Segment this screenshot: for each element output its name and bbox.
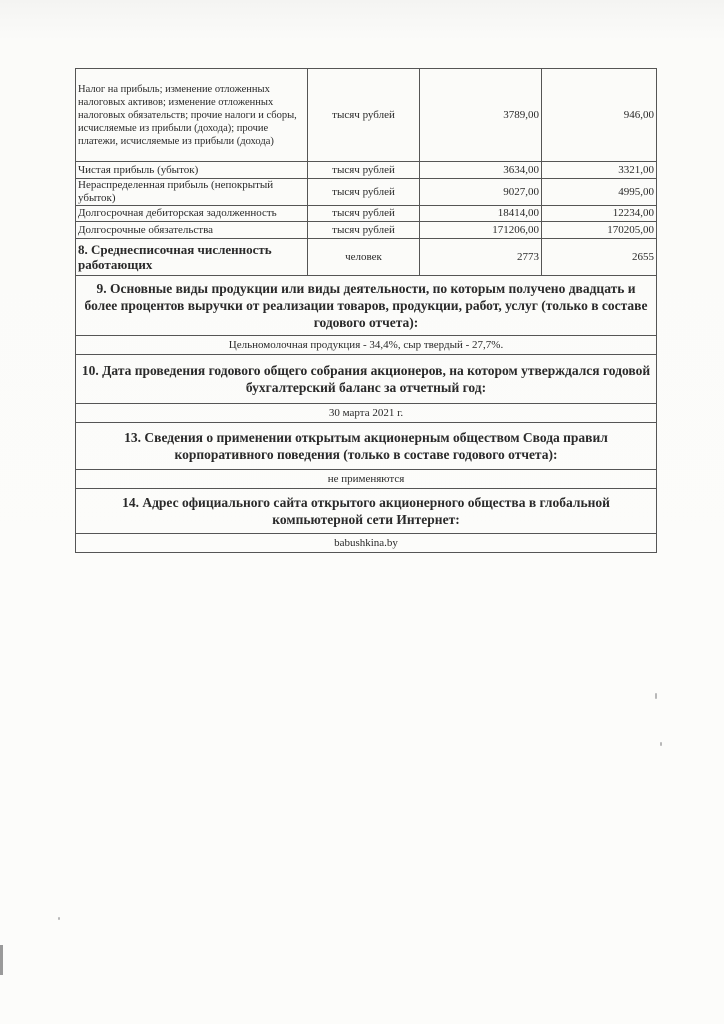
row-unit: тысяч рублей bbox=[308, 69, 420, 162]
section-13-heading: 13. Сведения о применении открытым акционерным обществом Свода правил корпоративного поведения (только в составе годового отчета): bbox=[76, 423, 657, 470]
table-row-long-term-receivables bbox=[76, 206, 657, 222]
section-value-row bbox=[76, 404, 657, 423]
scan-speck bbox=[655, 693, 657, 699]
section-9-heading: 9. Основные виды продукции или виды деятельности, по которым получено двадцать и более процентов выручки от реализации товаров, продукции, работ, услуг (только в составе годового отчета): bbox=[76, 276, 657, 336]
section-13-value: не применяются bbox=[76, 470, 657, 489]
row-value-current: 18414,00 bbox=[420, 206, 542, 222]
row-label: Налог на прибыль; изменение отложенных налоговых активов; изменение отложенных налоговых обязательств; прочие налоги и сборы, исчисляемые из прибыли (дохода); прочие платежи, исчисляемые из прибыли (дохода) bbox=[76, 69, 308, 162]
table-row-income-tax bbox=[76, 69, 657, 162]
section-heading-row bbox=[76, 355, 657, 404]
row-value-previous: 170205,00 bbox=[542, 222, 657, 239]
section-value-row bbox=[76, 336, 657, 355]
row-value-previous: 2655 bbox=[542, 239, 657, 276]
section-14-heading: 14. Адрес официального сайта открытого акционерного общества в глобальной компьютерной сети Интернет: bbox=[76, 489, 657, 534]
section-10-value: 30 марта 2021 г. bbox=[76, 404, 657, 423]
row-value-current: 171206,00 bbox=[420, 222, 542, 239]
row-value-previous: 3321,00 bbox=[542, 162, 657, 179]
row-value-current: 3634,00 bbox=[420, 162, 542, 179]
section-value-row bbox=[76, 470, 657, 489]
scan-speck bbox=[58, 917, 60, 920]
row-label: Чистая прибыль (убыток) bbox=[76, 162, 308, 179]
row-value-previous: 946,00 bbox=[542, 69, 657, 162]
row-unit: тысяч рублей bbox=[308, 162, 420, 179]
table-row-retained-earnings bbox=[76, 179, 657, 206]
section-9-value: Цельномолочная продукция - 34,4%, сыр твердый - 27,7%. bbox=[76, 336, 657, 355]
table-row-headcount bbox=[76, 239, 657, 276]
section-heading-row bbox=[76, 276, 657, 336]
row-unit: человек bbox=[308, 239, 420, 276]
row-unit: тысяч рублей bbox=[308, 206, 420, 222]
row-value-current: 9027,00 bbox=[420, 179, 542, 206]
section-value-row bbox=[76, 534, 657, 553]
table-row-long-term-liabilities bbox=[76, 222, 657, 239]
row-value-current: 3789,00 bbox=[420, 69, 542, 162]
section-heading-row bbox=[76, 489, 657, 534]
row-label: Нераспределенная прибыль (непокрытый убыток) bbox=[76, 179, 308, 206]
scan-edge-mark bbox=[0, 945, 3, 975]
row-label: Долгосрочные обязательства bbox=[76, 222, 308, 239]
row-unit: тысяч рублей bbox=[308, 179, 420, 206]
row-label: 8. Среднесписочная численность работающих bbox=[76, 239, 308, 276]
table-row-net-profit bbox=[76, 162, 657, 179]
report-table-container bbox=[75, 68, 656, 553]
row-unit: тысяч рублей bbox=[308, 222, 420, 239]
row-value-current: 2773 bbox=[420, 239, 542, 276]
scan-speck bbox=[660, 742, 662, 746]
row-label: Долгосрочная дебиторская задолженность bbox=[76, 206, 308, 222]
section-heading-row bbox=[76, 423, 657, 470]
section-10-heading: 10. Дата проведения годового общего собрания акционеров, на котором утверждался годовой бухгалтерский баланс за отчетный год: bbox=[76, 355, 657, 404]
row-value-previous: 4995,00 bbox=[542, 179, 657, 206]
section-14-value: babushkina.by bbox=[76, 534, 657, 553]
financial-report-table bbox=[75, 68, 657, 553]
row-value-previous: 12234,00 bbox=[542, 206, 657, 222]
